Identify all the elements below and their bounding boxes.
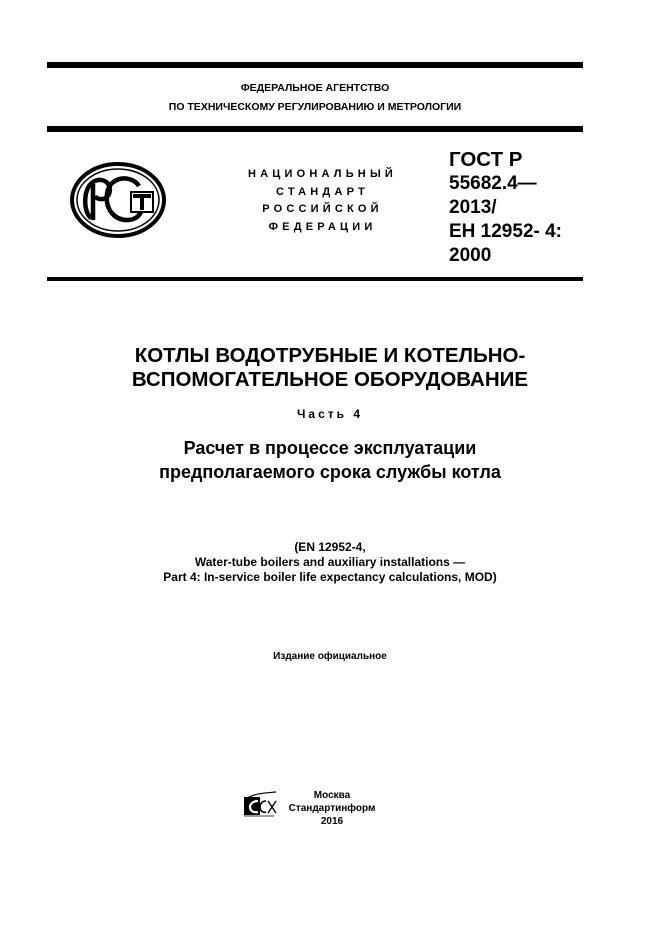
title-line-2: ВСПОМОГАТЕЛЬНОЕ ОБОРУДОВАНИЕ [131,368,529,391]
publication-year: 2016 [320,816,344,827]
designation-line: 2000 [449,245,492,266]
agency-line-2: ПО ТЕХНИЧЕСКОМУ РЕГУЛИРОВАНИЮ И МЕТРОЛОГИИ [168,101,462,113]
top-rule [47,62,583,68]
standard-designation [449,148,562,268]
national-standard-label [235,166,410,236]
gost-r-rst-logo-icon [69,160,167,240]
publisher-city: Москва [313,790,351,801]
designation-line: ГОСТ Р [449,148,523,171]
subtitle-line-2: предполагаемого срока службы котла [159,462,501,482]
en-line-3: Part 4: In-service boiler life expectancy calculations, MOD) [163,570,497,584]
en-line-1: (EN 12952-4, [294,540,366,554]
national-line: РОССИЙСКОЙ [262,203,383,215]
national-line: ФЕДЕРАЦИИ [268,220,377,233]
publisher-block [282,789,382,828]
part-label: Часть 4 [296,407,364,421]
publisher-name: Стандартинформ [288,803,376,814]
national-line: СТАНДАРТ [276,185,369,198]
document-title [40,344,620,392]
edition-label: Издание официальное [273,651,387,662]
document-subtitle [40,436,620,484]
title-line-1: КОТЛЫ ВОДОТРУБНЫЕ И КОТЕЛЬНО- [134,344,526,367]
third-rule [47,277,583,281]
en-reference [40,540,620,585]
subtitle-line-1: Расчет в процессе эксплуатации [183,438,477,458]
second-rule [47,126,583,132]
en-line-2: Water-tube boilers and auxiliary installations — [194,555,466,569]
agency-line-1: ФЕДЕРАЛЬНОЕ АГЕНТСТВО [240,82,390,94]
designation-line: ЕН 12952- 4: [449,221,563,242]
standartinform-logo-icon [244,791,278,817]
designation-line: 55682.4— [449,173,537,194]
designation-line: 2013/ [449,197,497,218]
national-line: НАЦИОНАЛЬНЫЙ [247,168,398,180]
